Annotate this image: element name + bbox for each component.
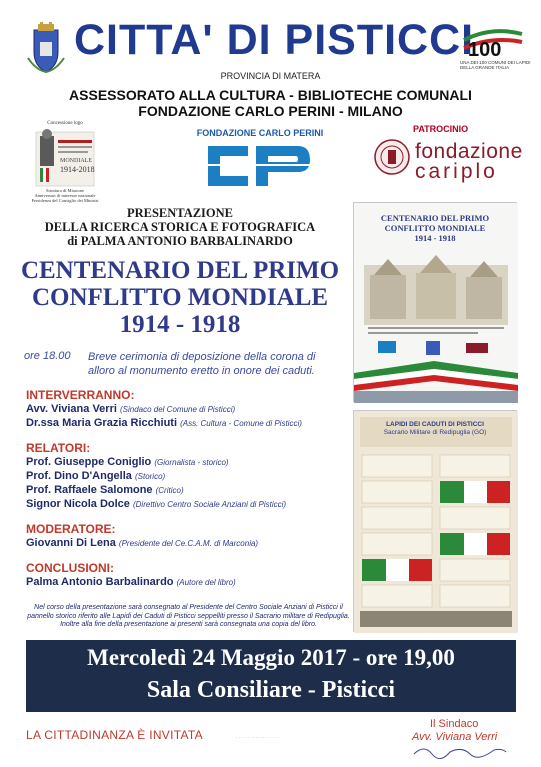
event-venue: Sala Consiliare - Pisticci <box>146 677 396 703</box>
speaker-name: Palma Antonio Barbalinardo <box>26 576 174 588</box>
presentation-line-2: DELLA RICERCA STORICA E FOTOGRAFICA <box>44 220 316 234</box>
mayor-signature-icon <box>410 742 510 760</box>
memorial-panel-image <box>353 410 517 632</box>
committee-logo-caption-top: Concessione logo <box>47 121 83 126</box>
event-title-line-1: CENTENARIO DEL PRIMO <box>20 257 340 284</box>
svg-text:100: 100 <box>468 39 502 61</box>
book-cover-title <box>354 213 516 243</box>
province-label: PROVINCIA DI MATERA <box>220 71 321 81</box>
event-title <box>10 257 350 338</box>
speaker-role: (Direttivo Centro Sociale Anziani di Pisticci) <box>132 500 287 509</box>
footnote: Nel corso della presentazione sarà consegnato al Presidente del Centro Sociale Anziani di Pisticci il pannello storico riferito alle Lapidi dei Caduti di Pisticci seppelliti presso il Sacrario militare di Redipuglia. Inoltre alla fine della presentazione ai presenti sarà consegnata una copia del libro. <box>27 604 350 629</box>
speaker-role: (Giornalista - storico) <box>154 458 229 467</box>
speaker-role: (Critico) <box>155 486 184 495</box>
speaker-row <box>26 536 258 551</box>
fondazione-perini-name: FONDAZIONE CARLO PERINI <box>196 128 324 138</box>
event-title-line-2: CONFLITTO MONDIALE <box>31 284 329 311</box>
department-line-2: FONDAZIONE CARLO PERINI - MILANO <box>138 103 403 119</box>
speaker-row <box>26 416 302 431</box>
speaker-name: Prof. Raffaele Salomone <box>26 484 153 496</box>
speaker-name: Giovanni Di Lena <box>26 537 116 549</box>
city-title: CITTA' DI PISTICCI <box>74 16 475 64</box>
speaker-name: Prof. Giuseppe Coniglio <box>26 456 152 468</box>
speaker-name: Signor Nicola Dolce <box>26 498 130 510</box>
speaker-role: (Autore del libro) <box>176 578 236 587</box>
presentation-line-1: PRESENTAZIONE <box>126 206 234 220</box>
ceremony-time: ore 18.00 <box>24 350 71 362</box>
memorial-panel-title-line-1: LAPIDI DEI CADUTI DI PISTICCI <box>386 421 484 428</box>
presentation-line-3: di PALMA ANTONIO BARBALINARDO <box>67 234 293 248</box>
svg-text:MONDIALE: MONDIALE <box>60 158 92 164</box>
speaker-name: Prof. Dino D'Angella <box>26 470 132 482</box>
speaker-role: (Ass. Cultura - Comune di Pisticci) <box>180 419 302 428</box>
cariplo-seal-icon <box>373 138 411 176</box>
speaker-row <box>26 483 184 498</box>
ceremony-description: Breve cerimonia di deposizione della corona di alloro al monumento eretto in onore dei caduti. <box>88 351 316 377</box>
moderatore-title: MODERATORE: <box>26 522 116 536</box>
speaker-row <box>26 469 165 484</box>
speaker-name: Dr.ssa Maria Grazia Ricchiuti <box>26 417 178 429</box>
book-cover-title-line-2: CONFLITTO MONDIALE <box>384 223 486 233</box>
speaker-role: (Sindaco del Comune di Pisticci) <box>119 405 236 414</box>
speaker-row <box>26 575 236 590</box>
speaker-row <box>26 402 235 417</box>
invitation-text: LA CITTADINANZA È INVITATA <box>26 728 203 742</box>
cariplo-name-line-2: cariplo <box>415 160 498 183</box>
event-title-line-3: 1914 - 1918 <box>119 311 241 338</box>
cento-comuni-caption: UNA DEI 100 COMUNI DEI LAPIDI DELLA GRANDE ITALIA <box>460 60 531 70</box>
department-heading <box>0 87 541 119</box>
speaker-row <box>26 497 286 512</box>
memorial-panel-title-line-2: Sacrario Militare di Redipuglia (GO) <box>383 429 487 436</box>
cariplo-name-line-1: fondazione <box>415 140 523 163</box>
book-cover-title-line-1: CENTENARIO DEL PRIMO <box>380 213 490 223</box>
printer-credit: · · · · · · · · · · · · · · · · · · <box>236 735 279 740</box>
presentation-heading <box>10 206 350 248</box>
mayor-label: Il Sindaco <box>430 718 479 730</box>
fondazione-perini-cp-logo-icon <box>198 140 316 192</box>
speaker-row <box>26 455 229 470</box>
interverranno-title: INTERVERRANNO: <box>26 388 135 402</box>
relatori-title: RELATORI: <box>26 441 91 455</box>
book-cover-title-line-3: 1914 - 1918 <box>414 233 456 243</box>
patrocinio-label: PATROCINIO <box>413 124 469 134</box>
speaker-role: (Presidente del Ce.C.A.M. di Marconia) <box>118 539 259 548</box>
book-cover-image <box>353 202 517 402</box>
speaker-name: Avv. Viviana Verri <box>26 403 117 415</box>
pisticci-coat-of-arms-icon <box>26 22 66 74</box>
event-date-time: Mercoledì 24 Maggio 2017 - ore 19,00 <box>87 645 455 670</box>
department-line-1: ASSESSORATO ALLA CULTURA - BIBLIOTECHE COMUNALI <box>69 87 472 103</box>
mayor-name: Avv. Viviana Verri <box>412 731 498 743</box>
speaker-role: (Storico) <box>134 472 166 481</box>
committee-logo-caption-bottom: Struttura di Missione Anniversari di interesse nazionale Presidenza del Consiglio dei Ministri <box>31 188 99 203</box>
conclusioni-title: CONCLUSIONI: <box>26 561 114 575</box>
svg-text:1914-2018: 1914-2018 <box>60 165 95 174</box>
memorial-panel-illustration <box>354 411 518 633</box>
memorial-panel-title <box>354 421 516 437</box>
